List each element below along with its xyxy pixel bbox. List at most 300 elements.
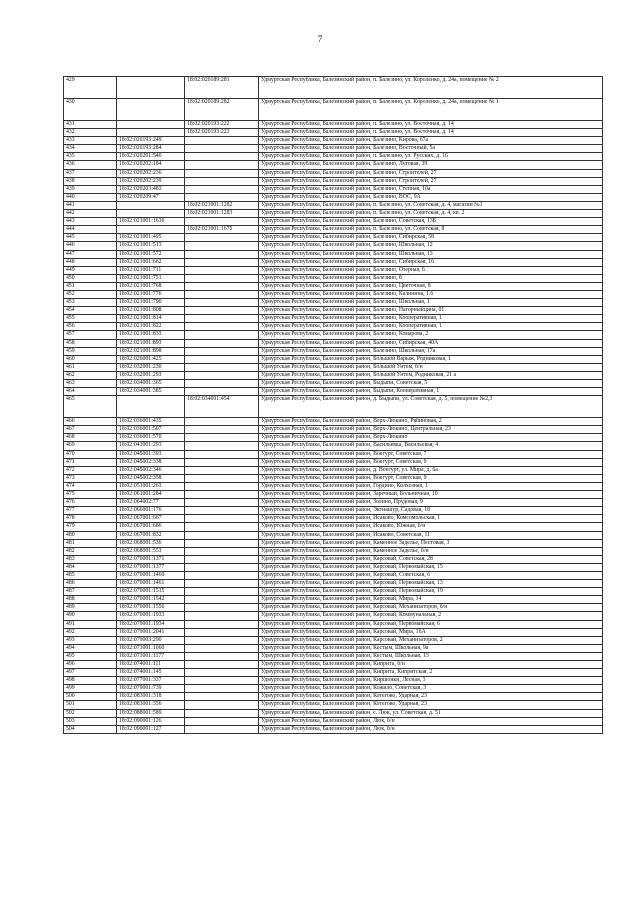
row-number-cell: 444 — [64, 226, 117, 234]
building-cadastral-number-cell: 18:02:020189:281 — [185, 77, 259, 99]
row-number-cell: 451 — [64, 282, 117, 290]
row-number-cell: 463 — [64, 380, 117, 388]
table-row — [64, 588, 603, 596]
building-cadastral-number-cell — [185, 458, 259, 466]
land-cadastral-number-cell: 18:02:045001:393 — [117, 450, 185, 458]
table-row — [64, 563, 603, 571]
table-row — [64, 677, 603, 685]
land-cadastral-number-cell: 18:02:045002:346 — [117, 466, 185, 474]
land-cadastral-number-cell: 18:02:070001:1377 — [117, 563, 185, 571]
building-cadastral-number-cell — [185, 242, 259, 250]
address-cell: Удмуртская Республика, Балезинский район, Балезино, Восточный, 5а — [259, 145, 603, 153]
address-cell: Удмуртская Республика, Балезинский район, Киршонки, Лесная, 3 — [259, 677, 603, 685]
land-cadastral-number-cell: 18:02:021001:814 — [117, 315, 185, 323]
row-number-cell: 482 — [64, 547, 117, 555]
address-cell: Удмуртская Республика, Балезинский район, Балезино, Степная, 10а — [259, 185, 603, 193]
table-row — [64, 426, 603, 434]
land-cadastral-number-cell: 18:02:036001:507 — [117, 426, 185, 434]
land-cadastral-number-cell — [117, 201, 185, 209]
land-cadastral-number-cell: 18:02:068001:536 — [117, 539, 185, 547]
building-cadastral-number-cell — [185, 620, 259, 628]
building-cadastral-number-cell — [185, 652, 259, 660]
row-number-cell: 465 — [64, 396, 117, 418]
land-cadastral-number-cell: 18:02:021001:751 — [117, 274, 185, 282]
row-number-cell: 485 — [64, 571, 117, 579]
row-number-cell: 486 — [64, 580, 117, 588]
address-cell: Удмуртская Республика, Балезинский район, Каменное Заделье, Пестовая, 3 — [259, 539, 603, 547]
building-cadastral-number-cell: 18:02:021001:1675 — [185, 226, 259, 234]
row-number-cell: 492 — [64, 628, 117, 636]
table-row — [64, 482, 603, 490]
row-number-cell: 430 — [64, 99, 117, 121]
building-cadastral-number-cell — [185, 466, 259, 474]
land-cadastral-number-cell: 18:02:026001:425 — [117, 355, 185, 363]
building-cadastral-number-cell: 18:02:020193:222 — [185, 121, 259, 129]
land-cadastral-number-cell: 18:02:021001:495 — [117, 234, 185, 242]
building-cadastral-number-cell — [185, 661, 259, 669]
table-row — [64, 121, 603, 129]
address-cell: Удмуртская Республика, Балезинский район, п. Балезино, ул. Советская, д. 4, кв. 2 — [259, 210, 603, 218]
table-row — [64, 693, 603, 701]
table-row — [64, 685, 603, 693]
address-cell: Удмуртская Республика, Балезинский район, Киприта, б/н — [259, 661, 603, 669]
table-row — [64, 434, 603, 442]
address-cell: Удмуртская Республика, Балезинский район, Васильевка, Васильевая, 4 — [259, 442, 603, 450]
address-cell: Удмуртская Республика, Балезинский район, Карсовай, Советская, 28 — [259, 555, 603, 563]
table-row — [64, 539, 603, 547]
address-cell: Удмуртская Республика, Балезинский район, Балезино, Школьная, 13 — [259, 250, 603, 258]
land-cadastral-number-cell: 18:02:021001:893 — [117, 339, 185, 347]
building-cadastral-number-cell — [185, 274, 259, 282]
address-cell: Удмуртская Республика, Балезинский район, п. Балезино, ул. Короленко, д. 24а, помещение № 2 — [259, 77, 603, 99]
address-cell: Удмуртская Республика, Балезинский район, Балезино, Сибирская, 40А — [259, 339, 603, 347]
table-row — [64, 620, 603, 628]
row-number-cell: 491 — [64, 620, 117, 628]
row-number-cell: 431 — [64, 121, 117, 129]
building-cadastral-number-cell — [185, 515, 259, 523]
row-number-cell: 503 — [64, 717, 117, 725]
row-number-cell: 471 — [64, 458, 117, 466]
address-cell: Удмуртская Республика, Балезинский район, Котегово, Ударная, 23 — [259, 693, 603, 701]
row-number-cell: 434 — [64, 145, 117, 153]
address-cell: Удмуртская Республика, Балезинский район, Кестым, Школьная, 9а — [259, 644, 603, 652]
table-row — [64, 604, 603, 612]
table-row — [64, 709, 603, 717]
building-cadastral-number-cell — [185, 677, 259, 685]
land-cadastral-number-cell — [117, 396, 185, 418]
table-row — [64, 701, 603, 709]
address-cell: Удмуртская Республика, Балезинский район, Балезино, Школьная, 1 — [259, 299, 603, 307]
address-cell: Удмуртская Республика, Балезинский район, Балезино, Сибирская, 16 — [259, 258, 603, 266]
land-cadastral-number-cell: 18:02:070001:1933 — [117, 612, 185, 620]
property-register-table — [63, 76, 603, 734]
land-cadastral-number-cell: 18:02:021001:662 — [117, 258, 185, 266]
land-cadastral-number-cell: 18:02:021001:822 — [117, 323, 185, 331]
land-cadastral-number-cell: 18:02:021001:513 — [117, 242, 185, 250]
land-cadastral-number-cell: 18:02:021001:572 — [117, 250, 185, 258]
table-row — [64, 137, 603, 145]
land-cadastral-number-cell: 18:02:020201:540 — [117, 153, 185, 161]
table-row — [64, 77, 603, 99]
address-cell: Удмуртская Республика, Балезинский район, Балезино, Калинина, 1.6 — [259, 290, 603, 298]
land-cadastral-number-cell: 18:02:083001:356 — [117, 701, 185, 709]
table-row — [64, 299, 603, 307]
land-cadastral-number-cell — [117, 226, 185, 234]
land-cadastral-number-cell — [117, 77, 185, 99]
table-row — [64, 234, 603, 242]
address-cell: Удмуртская Республика, Балезинский район, д. Воегурт, ул. Мира, д. 6а — [259, 466, 603, 474]
address-cell: Удмуртская Республика, Балезинский район, Карсовай, Первомайская, 19 — [259, 588, 603, 596]
row-number-cell: 440 — [64, 193, 117, 201]
address-cell: Удмуртская Республика, Балезинский район, п. Балезино, ул. Советская, 8 — [259, 226, 603, 234]
land-cadastral-number-cell: 18:02:020203:483 — [117, 185, 185, 193]
address-cell: Удмуртская Республика, Балезинский район, п. Балезино, ул. Короленко, д. 24а, помещение № 1 — [259, 99, 603, 121]
land-cadastral-number-cell: 18:02:032001:230 — [117, 363, 185, 371]
address-cell: Удмуртская Республика, Балезинский район, Карсовай, Механизаторов, б/н — [259, 604, 603, 612]
address-cell: Удмуртская Республика, Балезинский район, Большой Варыж, Родниковая, 1 — [259, 355, 603, 363]
land-cadastral-number-cell: 18:02:067001:832 — [117, 531, 185, 539]
building-cadastral-number-cell — [185, 347, 259, 355]
table-row — [64, 355, 603, 363]
building-cadastral-number-cell — [185, 539, 259, 547]
address-cell: Удмуртская Республика, Балезинский район, Гордино, Колхозная, 1 — [259, 482, 603, 490]
land-cadastral-number-cell: 18:02:079001:739 — [117, 685, 185, 693]
address-cell: Удмуртская Республика, Балезинский район, Балезино, Школьная, 17а — [259, 347, 603, 355]
building-cadastral-number-cell — [185, 499, 259, 507]
building-cadastral-number-cell — [185, 250, 259, 258]
building-cadastral-number-cell — [185, 685, 259, 693]
building-cadastral-number-cell — [185, 145, 259, 153]
building-cadastral-number-cell — [185, 491, 259, 499]
address-cell: Удмуртская Республика, Балезинский район, Кестым, Школьная, 13 — [259, 652, 603, 660]
land-cadastral-number-cell: 18:02:066001:176 — [117, 507, 185, 515]
row-number-cell: 487 — [64, 588, 117, 596]
row-number-cell: 488 — [64, 596, 117, 604]
row-number-cell: 460 — [64, 355, 117, 363]
table-row — [64, 555, 603, 563]
building-cadastral-number-cell — [185, 474, 259, 482]
address-cell: Удмуртская Республика, Балезинский район, Балезино, Цветочная, 8 — [259, 282, 603, 290]
address-cell: Удмуртская Республика, Балезинский район, Карсовай, Мира, 14 — [259, 596, 603, 604]
row-number-cell: 479 — [64, 523, 117, 531]
address-cell: Удмуртская Республика, Балезинский район, Балезино, Советская, 13Б — [259, 218, 603, 226]
row-number-cell: 461 — [64, 363, 117, 371]
building-cadastral-number-cell — [185, 482, 259, 490]
land-cadastral-number-cell: 18:02:021001:1636 — [117, 218, 185, 226]
row-number-cell: 483 — [64, 555, 117, 563]
address-cell: Удмуртская Республика, Балезинский район, Большой Унтем, Родниковая, 21 а — [259, 371, 603, 379]
table-row — [64, 226, 603, 234]
row-number-cell: 432 — [64, 129, 117, 137]
address-cell: Удмуртская Республика, Балезинский район, Карсовай, Первомайская, 15 — [259, 563, 603, 571]
row-number-cell: 499 — [64, 685, 117, 693]
address-cell: Удмуртская Республика, Балезинский район, Балезино, ВОС, 9А — [259, 193, 603, 201]
table-row — [64, 442, 603, 450]
table-row — [64, 201, 603, 209]
row-number-cell: 435 — [64, 153, 117, 161]
table-row — [64, 725, 603, 733]
building-cadastral-number-cell — [185, 571, 259, 579]
building-cadastral-number-cell — [185, 596, 259, 604]
land-cadastral-number-cell: 18:02:020193:249 — [117, 137, 185, 145]
address-cell: Удмуртская Республика, Балезинский район, Балезино, Комарова, 2 — [259, 331, 603, 339]
land-cadastral-number-cell: 18:02:021001:790 — [117, 299, 185, 307]
row-number-cell: 472 — [64, 466, 117, 474]
table-row — [64, 499, 603, 507]
building-cadastral-number-cell — [185, 442, 259, 450]
land-cadastral-number-cell: 18:02:090001:127 — [117, 725, 185, 733]
land-cadastral-number-cell: 18:02:032001:293 — [117, 371, 185, 379]
table-row — [64, 145, 603, 153]
row-number-cell: 473 — [64, 474, 117, 482]
table-row — [64, 99, 603, 121]
building-cadastral-number-cell: 18:02:020193:223 — [185, 129, 259, 137]
building-cadastral-number-cell — [185, 266, 259, 274]
land-cadastral-number-cell: 18:02:073001:1177 — [117, 652, 185, 660]
address-cell: Удмуртская Республика, Балезинский район, Карсовай, Советская, 6 — [259, 571, 603, 579]
address-cell: Удмуртская Республика, Балезинский район, Эктиашур, Садовая, 18 — [259, 507, 603, 515]
building-cadastral-number-cell — [185, 290, 259, 298]
row-number-cell: 433 — [64, 137, 117, 145]
land-cadastral-number-cell: 18:02:061001:284 — [117, 491, 185, 499]
row-number-cell: 447 — [64, 250, 117, 258]
row-number-cell: 490 — [64, 612, 117, 620]
row-number-cell: 452 — [64, 290, 117, 298]
row-number-cell: 457 — [64, 331, 117, 339]
land-cadastral-number-cell — [117, 129, 185, 137]
address-cell: Удмуртская Республика, Балезинский район, Карсовай, Первомайская, 13 — [259, 580, 603, 588]
row-number-cell: 504 — [64, 725, 117, 733]
address-cell: Удмуртская Республика, Балезинский район, Балезино, Строителей, 27 — [259, 169, 603, 177]
land-cadastral-number-cell: 18:02:021001:833 — [117, 331, 185, 339]
land-cadastral-number-cell: 18:02:067001:667 — [117, 515, 185, 523]
land-cadastral-number-cell: 18:02:088001:589 — [117, 709, 185, 717]
table-row — [64, 266, 603, 274]
address-cell: Удмуртская Республика, Балезинский район, п. Балезино, ул. Восточная, д. 14 — [259, 129, 603, 137]
land-cadastral-number-cell: 18:02:074001:145 — [117, 669, 185, 677]
table-row — [64, 323, 603, 331]
row-number-cell: 437 — [64, 169, 117, 177]
building-cadastral-number-cell: 18:02:034001:454 — [185, 396, 259, 418]
address-cell: Удмуртская Республика, Балезинский район, Воегурт, Советская, 7 — [259, 450, 603, 458]
row-number-cell: 438 — [64, 177, 117, 185]
address-cell: Удмуртская Республика, Балезинский район, Балезино, Нагорныйцина, 01 — [259, 307, 603, 315]
building-cadastral-number-cell: 18:02:020189:282 — [185, 99, 259, 121]
table-row — [64, 169, 603, 177]
address-cell: Удмуртская Республика, Балезинский район, Верх-Люкино, Рябиновая, 2 — [259, 418, 603, 426]
table-row — [64, 515, 603, 523]
row-number-cell: 477 — [64, 507, 117, 515]
address-cell: Удмуртская Республика, Балезинский район, Верх-Люкино — [259, 434, 603, 442]
address-cell: Удмуртская Республика, Балезинский район, Балезино, Школьная, 12 — [259, 242, 603, 250]
address-cell: Удмуртская Республика, Балезинский район, Исаково, Южная, б/н — [259, 523, 603, 531]
table-row — [64, 380, 603, 388]
table-row — [64, 347, 603, 355]
building-cadastral-number-cell — [185, 299, 259, 307]
building-cadastral-number-cell — [185, 282, 259, 290]
row-number-cell: 467 — [64, 426, 117, 434]
table-row — [64, 161, 603, 169]
address-cell: Удмуртская Республика, Балезинский район, Балезино, Озерная, 6 — [259, 266, 603, 274]
row-number-cell: 475 — [64, 491, 117, 499]
row-number-cell: 502 — [64, 709, 117, 717]
table-row — [64, 363, 603, 371]
row-number-cell: 436 — [64, 161, 117, 169]
row-number-cell: 468 — [64, 434, 117, 442]
table-row — [64, 669, 603, 677]
address-cell: Удмуртская Республика, Балезинский район, Быдыпи, Кооперативная, 1 — [259, 388, 603, 396]
row-number-cell: 448 — [64, 258, 117, 266]
building-cadastral-number-cell — [185, 418, 259, 426]
building-cadastral-number-cell — [185, 669, 259, 677]
table-row — [64, 250, 603, 258]
row-number-cell: 439 — [64, 185, 117, 193]
table-row — [64, 474, 603, 482]
table-body — [64, 77, 603, 734]
table-row — [64, 628, 603, 636]
row-number-cell: 453 — [64, 299, 117, 307]
address-cell: Удмуртская Республика, Балезинский район, Балезино, Строителей, 27 — [259, 177, 603, 185]
building-cadastral-number-cell — [185, 547, 259, 555]
table-row — [64, 210, 603, 218]
building-cadastral-number-cell — [185, 177, 259, 185]
address-cell: Удмуртская Республика, Балезинский район, Люк, б/н — [259, 725, 603, 733]
table-row — [64, 185, 603, 193]
building-cadastral-number-cell — [185, 717, 259, 725]
building-cadastral-number-cell — [185, 644, 259, 652]
land-cadastral-number-cell: 18:02:021001:898 — [117, 347, 185, 355]
table-row — [64, 547, 603, 555]
address-cell: Удмуртская Республика, Балезинский район, Киприта, Кипритская, 2 — [259, 669, 603, 677]
building-cadastral-number-cell — [185, 193, 259, 201]
building-cadastral-number-cell — [185, 628, 259, 636]
row-number-cell: 458 — [64, 339, 117, 347]
row-number-cell: 443 — [64, 218, 117, 226]
table-row — [64, 450, 603, 458]
land-cadastral-number-cell: 18:02:034001:365 — [117, 380, 185, 388]
row-number-cell: 489 — [64, 604, 117, 612]
land-cadastral-number-cell: 18:02:020193:284 — [117, 145, 185, 153]
table-row — [64, 580, 603, 588]
table-row — [64, 458, 603, 466]
building-cadastral-number-cell — [185, 388, 259, 396]
address-cell: Удмуртская Республика, Балезинский район, Воегурт, Советская, 9 — [259, 458, 603, 466]
land-cadastral-number-cell: 18:02:070001:1461 — [117, 580, 185, 588]
row-number-cell: 481 — [64, 539, 117, 547]
page-number: 7 — [317, 34, 323, 44]
land-cadastral-number-cell: 18:02:021001:768 — [117, 282, 185, 290]
building-cadastral-number-cell — [185, 701, 259, 709]
table-row — [64, 652, 603, 660]
building-cadastral-number-cell — [185, 531, 259, 539]
address-cell: Удмуртская Республика, Балезинский район, Исаково, Комсомольская, 1 — [259, 515, 603, 523]
row-number-cell: 493 — [64, 636, 117, 644]
table-row — [64, 339, 603, 347]
table-row — [64, 661, 603, 669]
address-cell: Удмуртская Республика, Балезинский район, д. Быдыпи, ул. Советская, д. 5, помещение №2,3 — [259, 396, 603, 418]
row-number-cell: 501 — [64, 701, 117, 709]
row-number-cell: 466 — [64, 418, 117, 426]
table-row — [64, 218, 603, 226]
table-row — [64, 307, 603, 315]
building-cadastral-number-cell — [185, 161, 259, 169]
building-cadastral-number-cell — [185, 380, 259, 388]
land-cadastral-number-cell: 18:02:073001:1060 — [117, 644, 185, 652]
table-row — [64, 331, 603, 339]
building-cadastral-number-cell — [185, 185, 259, 193]
row-number-cell: 459 — [64, 347, 117, 355]
row-number-cell: 456 — [64, 323, 117, 331]
address-cell: Удмуртская Республика, Балезинский район, Золино, Прудовая, 9 — [259, 499, 603, 507]
address-cell: Удмуртская Республика, Балезинский район, Балезино, Луговая, 39 — [259, 161, 603, 169]
land-cadastral-number-cell: 18:02:068001:553 — [117, 547, 185, 555]
row-number-cell: 462 — [64, 371, 117, 379]
row-number-cell: 500 — [64, 693, 117, 701]
building-cadastral-number-cell — [185, 612, 259, 620]
land-cadastral-number-cell: 18:02:051001:263 — [117, 482, 185, 490]
land-cadastral-number-cell: 18:02:036001:570 — [117, 434, 185, 442]
building-cadastral-number-cell — [185, 555, 259, 563]
row-number-cell: 449 — [64, 266, 117, 274]
building-cadastral-number-cell — [185, 234, 259, 242]
land-cadastral-number-cell: 18:02:070001:1515 — [117, 588, 185, 596]
building-cadastral-number-cell — [185, 426, 259, 434]
building-cadastral-number-cell — [185, 218, 259, 226]
address-cell: Удмуртская Республика, Балезинский район, Балезино, Сибирская, 58 — [259, 234, 603, 242]
address-cell: Удмуртская Республика, Балезинский район, Карсовай, Механизаторов, 2 — [259, 636, 603, 644]
table-row — [64, 466, 603, 474]
building-cadastral-number-cell — [185, 258, 259, 266]
row-number-cell: 480 — [64, 531, 117, 539]
land-cadastral-number-cell: 18:02:070001:1556 — [117, 604, 185, 612]
land-cadastral-number-cell — [117, 210, 185, 218]
table-row — [64, 396, 603, 418]
land-cadastral-number-cell: 18:02:021001:776 — [117, 290, 185, 298]
address-cell: Удмуртская Республика, Балезинский район, Балезино, 8 — [259, 274, 603, 282]
address-cell: Удмуртская Республика, Балезинский район, Быдыпи, Советская, 5 — [259, 380, 603, 388]
address-cell: Удмуртская Республика, Балезинский район, Исаково, Советская, 11 — [259, 531, 603, 539]
table-row — [64, 193, 603, 201]
table-row — [64, 274, 603, 282]
building-cadastral-number-cell — [185, 588, 259, 596]
land-cadastral-number-cell: 18:02:064002:77 — [117, 499, 185, 507]
row-number-cell: 498 — [64, 677, 117, 685]
land-cadastral-number-cell: 18:02:070001:1371 — [117, 555, 185, 563]
address-cell: Удмуртская Республика, Балезинский район, Люк, б/н — [259, 717, 603, 725]
address-cell: Удмуртская Республика, Балезинский район, Верх-Люкино, Центральная, 23 — [259, 426, 603, 434]
address-cell: Удмуртская Республика, Балезинский район, п. Балезино, ул. Советская, д. 4, магазин №1 — [259, 201, 603, 209]
land-cadastral-number-cell: 18:02:020202:236 — [117, 169, 185, 177]
table-row — [64, 507, 603, 515]
table-row — [64, 531, 603, 539]
address-cell: Удмуртская Республика, Балезинский район, Каменное Заделье, б/н — [259, 547, 603, 555]
land-cadastral-number-cell: 18:02:070001:1542 — [117, 596, 185, 604]
row-number-cell: 484 — [64, 563, 117, 571]
building-cadastral-number-cell — [185, 323, 259, 331]
building-cadastral-number-cell — [185, 507, 259, 515]
building-cadastral-number-cell — [185, 355, 259, 363]
building-cadastral-number-cell — [185, 434, 259, 442]
address-cell: Удмуртская Республика, Балезинский район, Котегово, Ударная, 23 — [259, 701, 603, 709]
building-cadastral-number-cell — [185, 580, 259, 588]
land-cadastral-number-cell: 18:02:074001:111 — [117, 661, 185, 669]
land-cadastral-number-cell: 18:02:077001:337 — [117, 677, 185, 685]
row-number-cell: 464 — [64, 388, 117, 396]
land-cadastral-number-cell: 18:02:070001:1460 — [117, 571, 185, 579]
land-cadastral-number-cell: 18:02:020202:239 — [117, 177, 185, 185]
table-row — [64, 258, 603, 266]
address-cell: Удмуртская Республика, Балезинский район, п. Балезино, ул. Восточная, д. 14 — [259, 121, 603, 129]
